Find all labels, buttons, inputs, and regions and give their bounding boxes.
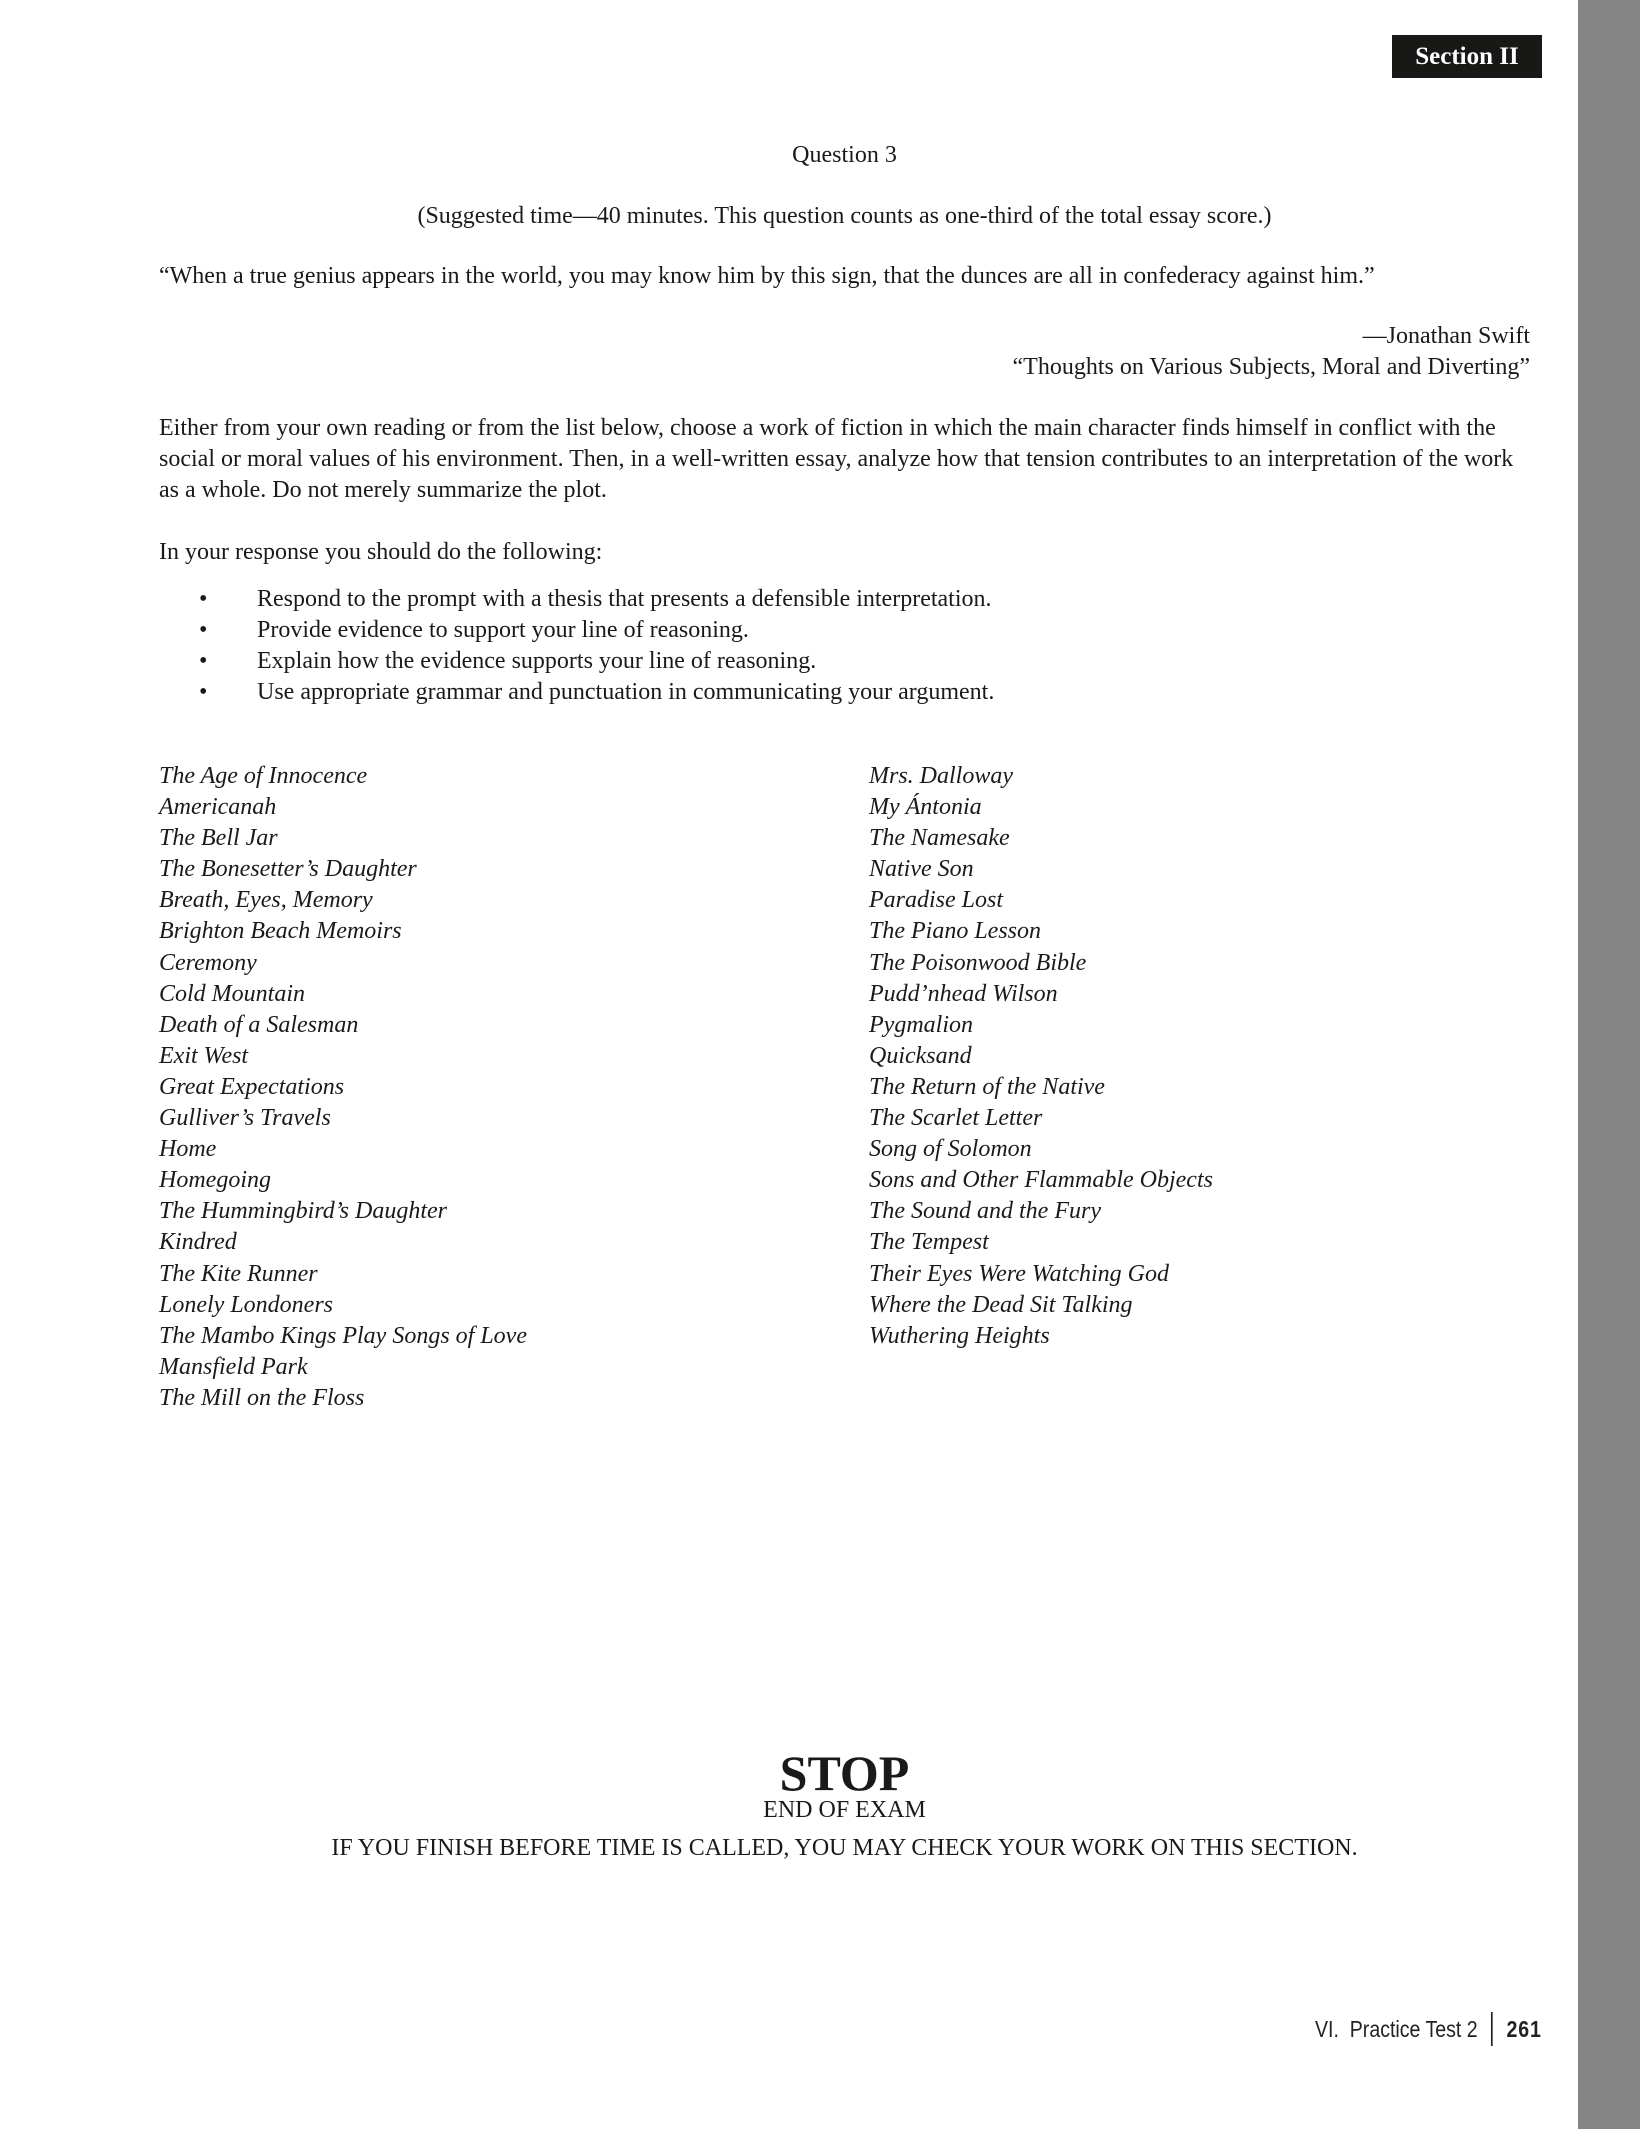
work-title: The Sound and the Fury xyxy=(869,1198,1101,1225)
instruction-item: • Respond to the prompt with a thesis that presents a defensible interpretation. xyxy=(159,584,994,615)
work-title: The Namesake xyxy=(869,825,1010,852)
bullet-icon: • xyxy=(199,586,208,612)
work-title: The Mill on the Floss xyxy=(159,1384,365,1411)
work-title: Exit West xyxy=(159,1042,249,1069)
work-title: Lonely Londoners xyxy=(159,1291,333,1318)
page-footer xyxy=(1315,2012,1542,2046)
question-title: Question 3 xyxy=(792,142,897,168)
instruction-item: • Explain how the evidence supports your line of reasoning. xyxy=(159,646,994,677)
work-title: Sons and Other Flammable Objects xyxy=(869,1167,1213,1194)
prompt-paragraph: Either from your own reading or from the list below, choose a work of fiction in which the main character finds himself in conflict with the social or moral values of his environment. Then, in a well-written essay, analyze how that tension contributes to an interpretation of the work as a whole. Do not merely summarize the plot. xyxy=(159,415,1514,503)
bullet-icon: • xyxy=(199,648,208,674)
end-of-exam: END OF EXAM xyxy=(763,1797,926,1823)
work-title: Native Son xyxy=(869,856,974,883)
work-title: Home xyxy=(159,1136,217,1163)
quote-source: “Thoughts on Various Subjects, Moral and Diverting” xyxy=(1012,354,1530,380)
bullet-icon: • xyxy=(199,617,208,643)
page-edge-tab xyxy=(1578,0,1640,2129)
work-title: Wuthering Heights xyxy=(869,1322,1050,1349)
timing-note: (Suggested time—40 minutes. This question counts as one-third of the total essay score.) xyxy=(417,203,1272,229)
quote: “When a true genius appears in the world, you may know him by this sign, that the dunces are all in confederacy against him.” xyxy=(159,263,1375,289)
work-title: The Mambo Kings Play Songs of Love xyxy=(159,1322,527,1349)
work-title: Breath, Eyes, Memory xyxy=(159,887,373,914)
work-title: Brighton Beach Memoirs xyxy=(159,918,402,945)
work-title: Mrs. Dalloway xyxy=(869,763,1013,789)
instruction-list xyxy=(159,584,994,708)
work-title: Homegoing xyxy=(159,1167,271,1194)
work-title: Paradise Lost xyxy=(869,887,1004,914)
work-title: The Hummingbird’s Daughter xyxy=(159,1198,448,1225)
work-title: Mansfield Park xyxy=(159,1353,308,1380)
work-title: The Bonesetter’s Daughter xyxy=(159,856,417,883)
instruction-item: • Use appropriate grammar and punctuation in communicating your argument. xyxy=(159,677,994,708)
instructions-intro: In your response you should do the following: xyxy=(159,539,603,565)
work-title: Gulliver’s Travels xyxy=(159,1105,331,1132)
finish-note: IF YOU FINISH BEFORE TIME IS CALLED, YOU MAY CHECK YOUR WORK ON THIS SECTION. xyxy=(331,1835,1358,1861)
work-title: The Return of the Native xyxy=(869,1073,1105,1100)
work-title: The Tempest xyxy=(869,1229,989,1256)
instruction-item: • Provide evidence to support your line of reasoning. xyxy=(159,615,994,646)
work-title: Great Expectations xyxy=(159,1073,345,1100)
work-title: Death of a Salesman xyxy=(159,1011,359,1038)
work-title: Pygmalion xyxy=(869,1011,973,1038)
work-title: Pudd’nhead Wilson xyxy=(869,980,1058,1007)
stop-heading: STOP xyxy=(779,1745,910,1801)
work-title: The Age of Innocence xyxy=(159,763,368,789)
work-title: Ceremony xyxy=(159,949,257,976)
work-title: The Kite Runner xyxy=(159,1260,318,1287)
work-title: My Ántonia xyxy=(869,794,982,821)
work-title: Quicksand xyxy=(869,1042,972,1069)
work-title: Cold Mountain xyxy=(159,980,306,1007)
work-title: Kindred xyxy=(159,1229,237,1256)
section-label: Section II xyxy=(1415,42,1519,70)
works-list-right xyxy=(869,761,1213,1352)
work-title: The Piano Lesson xyxy=(869,918,1042,945)
work-title: Song of Solomon xyxy=(869,1136,1032,1163)
quote-author: —Jonathan Swift xyxy=(1362,323,1530,349)
work-title: Americanah xyxy=(159,794,277,821)
work-title: The Scarlet Letter xyxy=(869,1105,1043,1132)
works-list-left xyxy=(159,761,527,1414)
work-title: The Bell Jar xyxy=(159,825,278,852)
footer-divider xyxy=(1492,2012,1494,2046)
bullet-icon: • xyxy=(199,679,208,705)
work-title: Their Eyes Were Watching God xyxy=(869,1260,1169,1287)
work-title: Where the Dead Sit Talking xyxy=(869,1291,1133,1318)
section-badge xyxy=(1392,35,1542,78)
chapter-label: VI. Practice Test 2 xyxy=(1315,2015,1478,2042)
page-number: 261 xyxy=(1506,2015,1542,2042)
work-title: The Poisonwood Bible xyxy=(869,949,1087,976)
